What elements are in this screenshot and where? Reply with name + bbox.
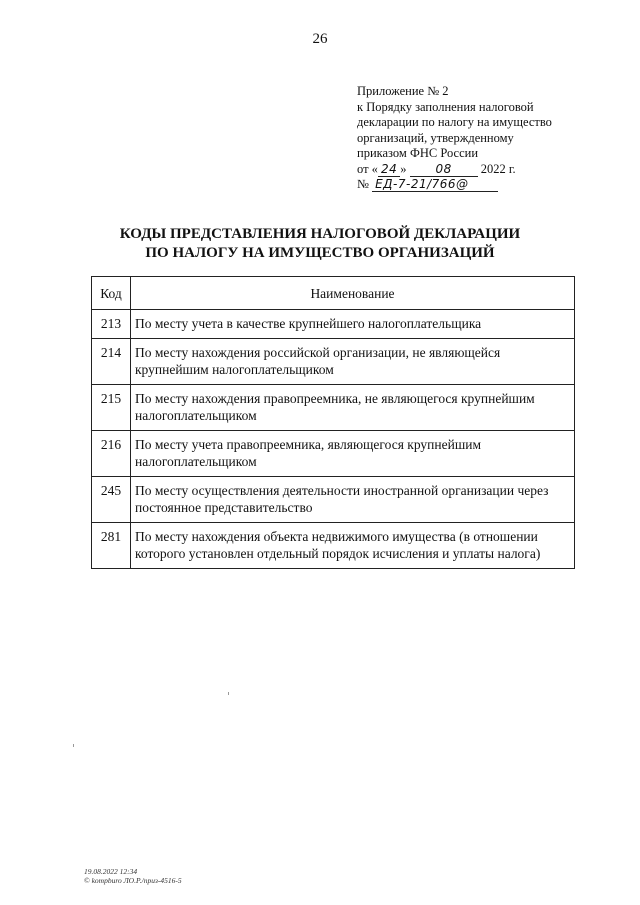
appendix-line-5: приказом ФНС России — [357, 146, 479, 160]
date-prefix: от « — [357, 161, 378, 176]
column-header-name: Наименование — [131, 277, 575, 310]
scan-speck — [228, 692, 229, 695]
page-number: 26 — [312, 31, 328, 47]
appendix-line-2: к Порядку заполнения налоговой — [357, 99, 534, 114]
appendix-date-line — [357, 162, 587, 178]
name-cell: По месту осуществления деятельности иностранной организации через постоянное представительство — [131, 477, 575, 523]
code-cell: 281 — [92, 523, 131, 569]
name-cell: По месту учета в качестве крупнейшего налогоплательщика — [131, 310, 575, 339]
code-cell: 214 — [92, 339, 131, 385]
handwritten-month: 08 — [410, 163, 478, 177]
document-title-line-1: КОДЫ ПРЕДСТАВЛЕНИЯ НАЛОГОВОЙ ДЕКЛАРАЦИИ — [119, 226, 521, 242]
name-cell: По месту учета правопреемника, являющегося крупнейшим налогоплательщиком — [131, 431, 575, 477]
name-cell: По месту нахождения правопреемника, не являющегося крупнейшим налогоплательщиком — [131, 385, 575, 431]
document-title-line-2: ПО НАЛОГУ НА ИМУЩЕСТВО ОРГАНИЗАЦИЙ — [145, 245, 495, 261]
appendix-line-3: декларации по налогу на имущество — [357, 115, 552, 129]
table-row — [92, 339, 575, 385]
code-cell: 215 — [92, 385, 131, 431]
handwritten-day: 24 — [378, 163, 400, 177]
table-row — [92, 310, 575, 339]
date-year: 2022 г. — [480, 161, 516, 176]
table-header-row — [92, 277, 575, 310]
footer-line-1: 19.08.2022 12:34 — [84, 867, 138, 876]
table-row — [92, 431, 575, 477]
name-cell: По месту нахождения российской организации, не являющейся крупнейшим налогоплательщиком — [131, 339, 575, 385]
table-row — [92, 385, 575, 431]
codes-table — [91, 276, 575, 569]
appendix-line-1: Приложение № 2 — [357, 84, 449, 98]
column-header-code: Код — [92, 277, 131, 310]
appendix-line-4: организаций, утвержденному — [357, 130, 514, 145]
code-cell: 213 — [92, 310, 131, 339]
code-cell: 245 — [92, 477, 131, 523]
scan-speck — [73, 744, 74, 747]
code-cell: 216 — [92, 431, 131, 477]
name-cell: По месту нахождения объекта недвижимого имущества (в отношении которого установлен отдельный порядок исчисления и уплаты налога) — [131, 523, 575, 569]
number-prefix: № — [357, 177, 369, 191]
document-title — [0, 225, 640, 263]
date-mid: » — [400, 161, 407, 176]
table-row — [92, 477, 575, 523]
footer-stamp — [84, 867, 182, 885]
handwritten-number: ЕД-7-21/766@ — [372, 178, 498, 192]
appendix-number-line — [357, 177, 587, 193]
table-row — [92, 523, 575, 569]
appendix-block — [357, 84, 587, 193]
footer-line-2: © kompburo ЛО.Р./приз-4516-5 — [84, 876, 182, 885]
